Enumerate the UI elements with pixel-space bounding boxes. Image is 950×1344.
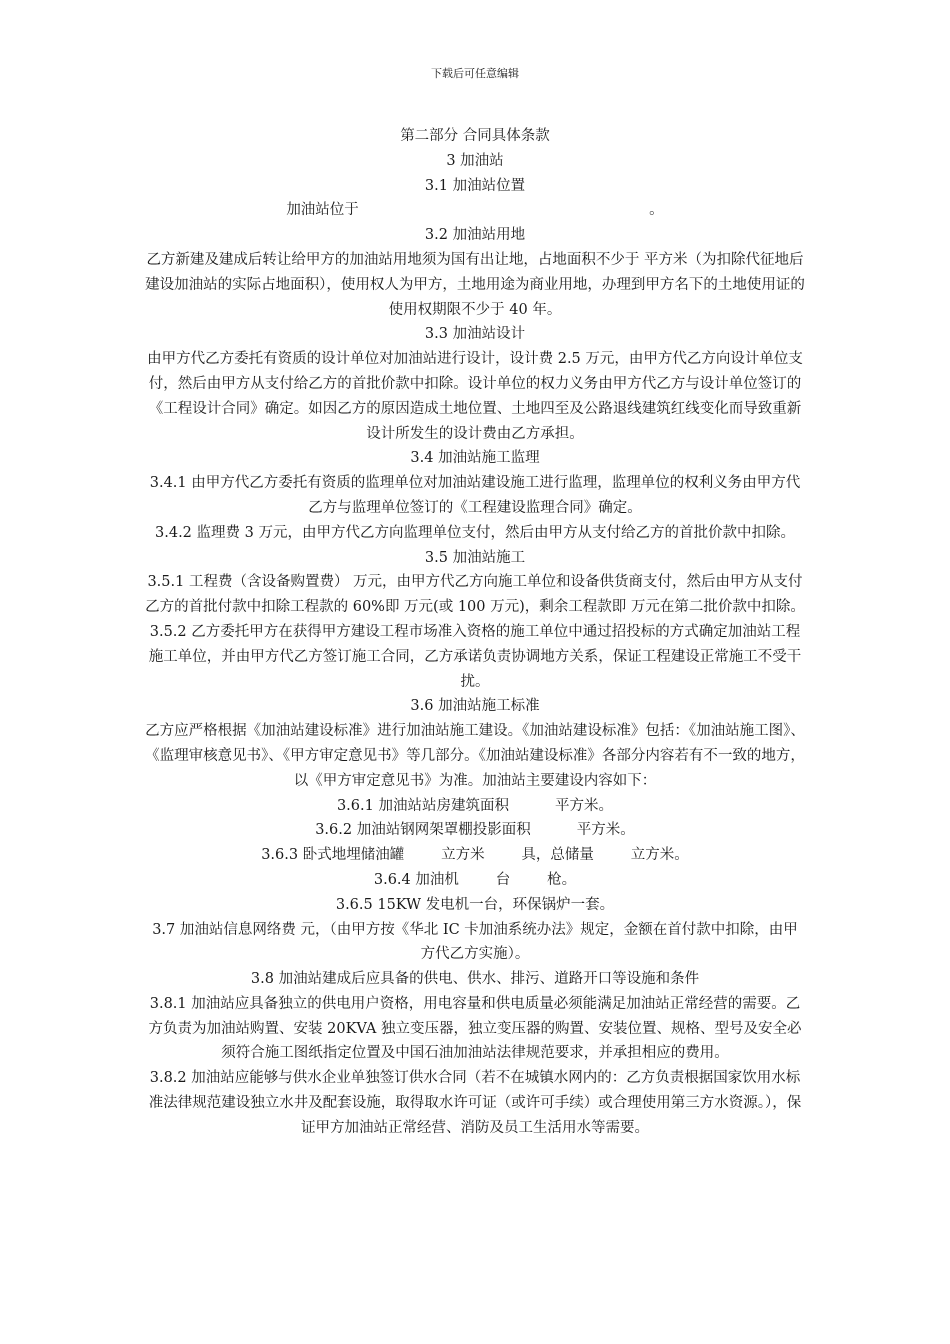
contract-body	[145, 124, 805, 1141]
clause-3-6-5: 3.6.5 15KW 发电机一台，环保锅炉一套。	[335, 896, 615, 913]
section-3-8-title: 3.8 加油站建成后应具备的供电、供水、排污、道路开口等设施和条件	[250, 971, 700, 988]
clause-3-6-1: 3.6.1 加油站站房建筑面积 平方米。	[336, 797, 614, 814]
clause-3-6-2: 3.6.2 加油站钢网架罩棚投影面积 平方米。	[315, 822, 635, 839]
section-3-4-title: 3.4 加油站施工监理	[410, 450, 540, 467]
clause-3-8-2: 3.8.2 加油站应能够与供水企业单独签订供水合同（若不在城镇水网内的：乙方负责根据国家饮用水标准法律规范建设独立水井及配套设施，取得取水许可证（或许可手续）或合理使用第三方水资源。），保证甲方加油站正常经营、消防及员工生活用水等需要。	[148, 1070, 802, 1136]
section-3-title: 3 加油站	[446, 152, 504, 169]
section-3-2-text: 乙方新建及建成后转让给甲方的加油站用地须为国有出让地，占地面积不少于 平方米（为扣除代征地后建设加油站的实际占地面积），使用权人为甲方，土地用途为商业用地，办理到甲方名下的土地使用证的使用权期限不少于 40 年。	[145, 251, 805, 318]
section-3-5-title: 3.5 加油站施工	[424, 549, 526, 566]
section-3-1-title: 3.1 加油站位置	[424, 177, 526, 194]
section-3-3-text: 由甲方代乙方委托有资质的设计单位对加油站进行设计，设计费 2.5 万元，由甲方代乙方向设计单位支付，然后由甲方从支付给乙方的首批价款中扣除。设计单位的权力义务由甲方代乙方与设计单位签订的《工程设计合同》确定。如因乙方的原因造成土地位置、土地四至及公路退线建筑红线变化而导致重新设计所发生的设计费由乙方承担。	[147, 351, 803, 442]
section-3-6-title: 3.6 加油站施工标准	[410, 698, 540, 715]
clause-3-5-2: 3.5.2 乙方委托甲方在获得甲方建设工程市场准入资格的施工单位中通过招投标的方式确定加油站工程施工单位，并由甲方代乙方签订施工合同，乙方承诺负责协调地方关系，保证工程建设正常施工不受干扰。	[148, 623, 802, 690]
section-3-2-title: 3.2 加油站用地	[424, 227, 526, 244]
section-3-3-title: 3.3 加油站设计	[424, 326, 526, 343]
clause-3-6-4: 3.6.4 加油机 台 枪。	[373, 871, 577, 888]
clause-3-8-1: 3.8.1 加油站应具备独立的供电用户资格，用电容量和供电质量必须能满足加油站正常经营的需要。乙方负责为加油站购置、安装 20KVA 独立变压器，独立变压器的购置、安装位置、规格、型号及安全必须符合施工图纸指定位置及中国石油加油站法律规范要求，并承担相应的费用。	[148, 995, 802, 1062]
section-3-1-text: 加油站位于 。	[286, 202, 664, 219]
watermark-text: 下载后可任意编辑	[431, 67, 519, 80]
clause-3-4-1: 3.4.1 由甲方代乙方委托有资质的监理单位对加油站建设施工进行监理，监理单位的权利义务由甲方代乙方与监理单位签订的《工程建设监理合同》确定。	[149, 475, 801, 516]
part-title: 第二部分 合同具体条款	[400, 128, 550, 144]
clause-3-4-2: 3.4.2 监理费 3 万元，由甲方代乙方向监理单位支付，然后由甲方从支付给乙方的首批价款中扣除。	[155, 524, 795, 541]
clause-3-5-1: 3.5.1 工程费（含设备购置费） 万元，由甲方代乙方向施工单位和设备供货商支付，然后由甲方从支付乙方的首批付款中扣除工程款的 60%即 万元(或 100 万元)，剩余工程款即 万元在第二批价款中扣除。	[145, 574, 805, 616]
clause-3-6-3: 3.6.3 卧式地埋储油罐 立方米 具，总储量 立方米。	[261, 847, 689, 864]
section-3-6-text: 乙方应严格根据《加油站建设标准》进行加油站施工建设。《加油站建设标准》包括：《加油站施工图》、《监理审核意见书》、《甲方审定意见书》等几部分。《加油站建设标准》各部分内容若有不一致的地方，以《甲方审定意见书》为准。加油站主要建设内容如下：	[145, 723, 805, 789]
section-3-7: 3.7 加油站信息网络费 元，（由甲方按《华北 IC 卡加油系统办法》规定，金额在首付款中扣除，由甲方代乙方实施）。	[152, 921, 798, 963]
